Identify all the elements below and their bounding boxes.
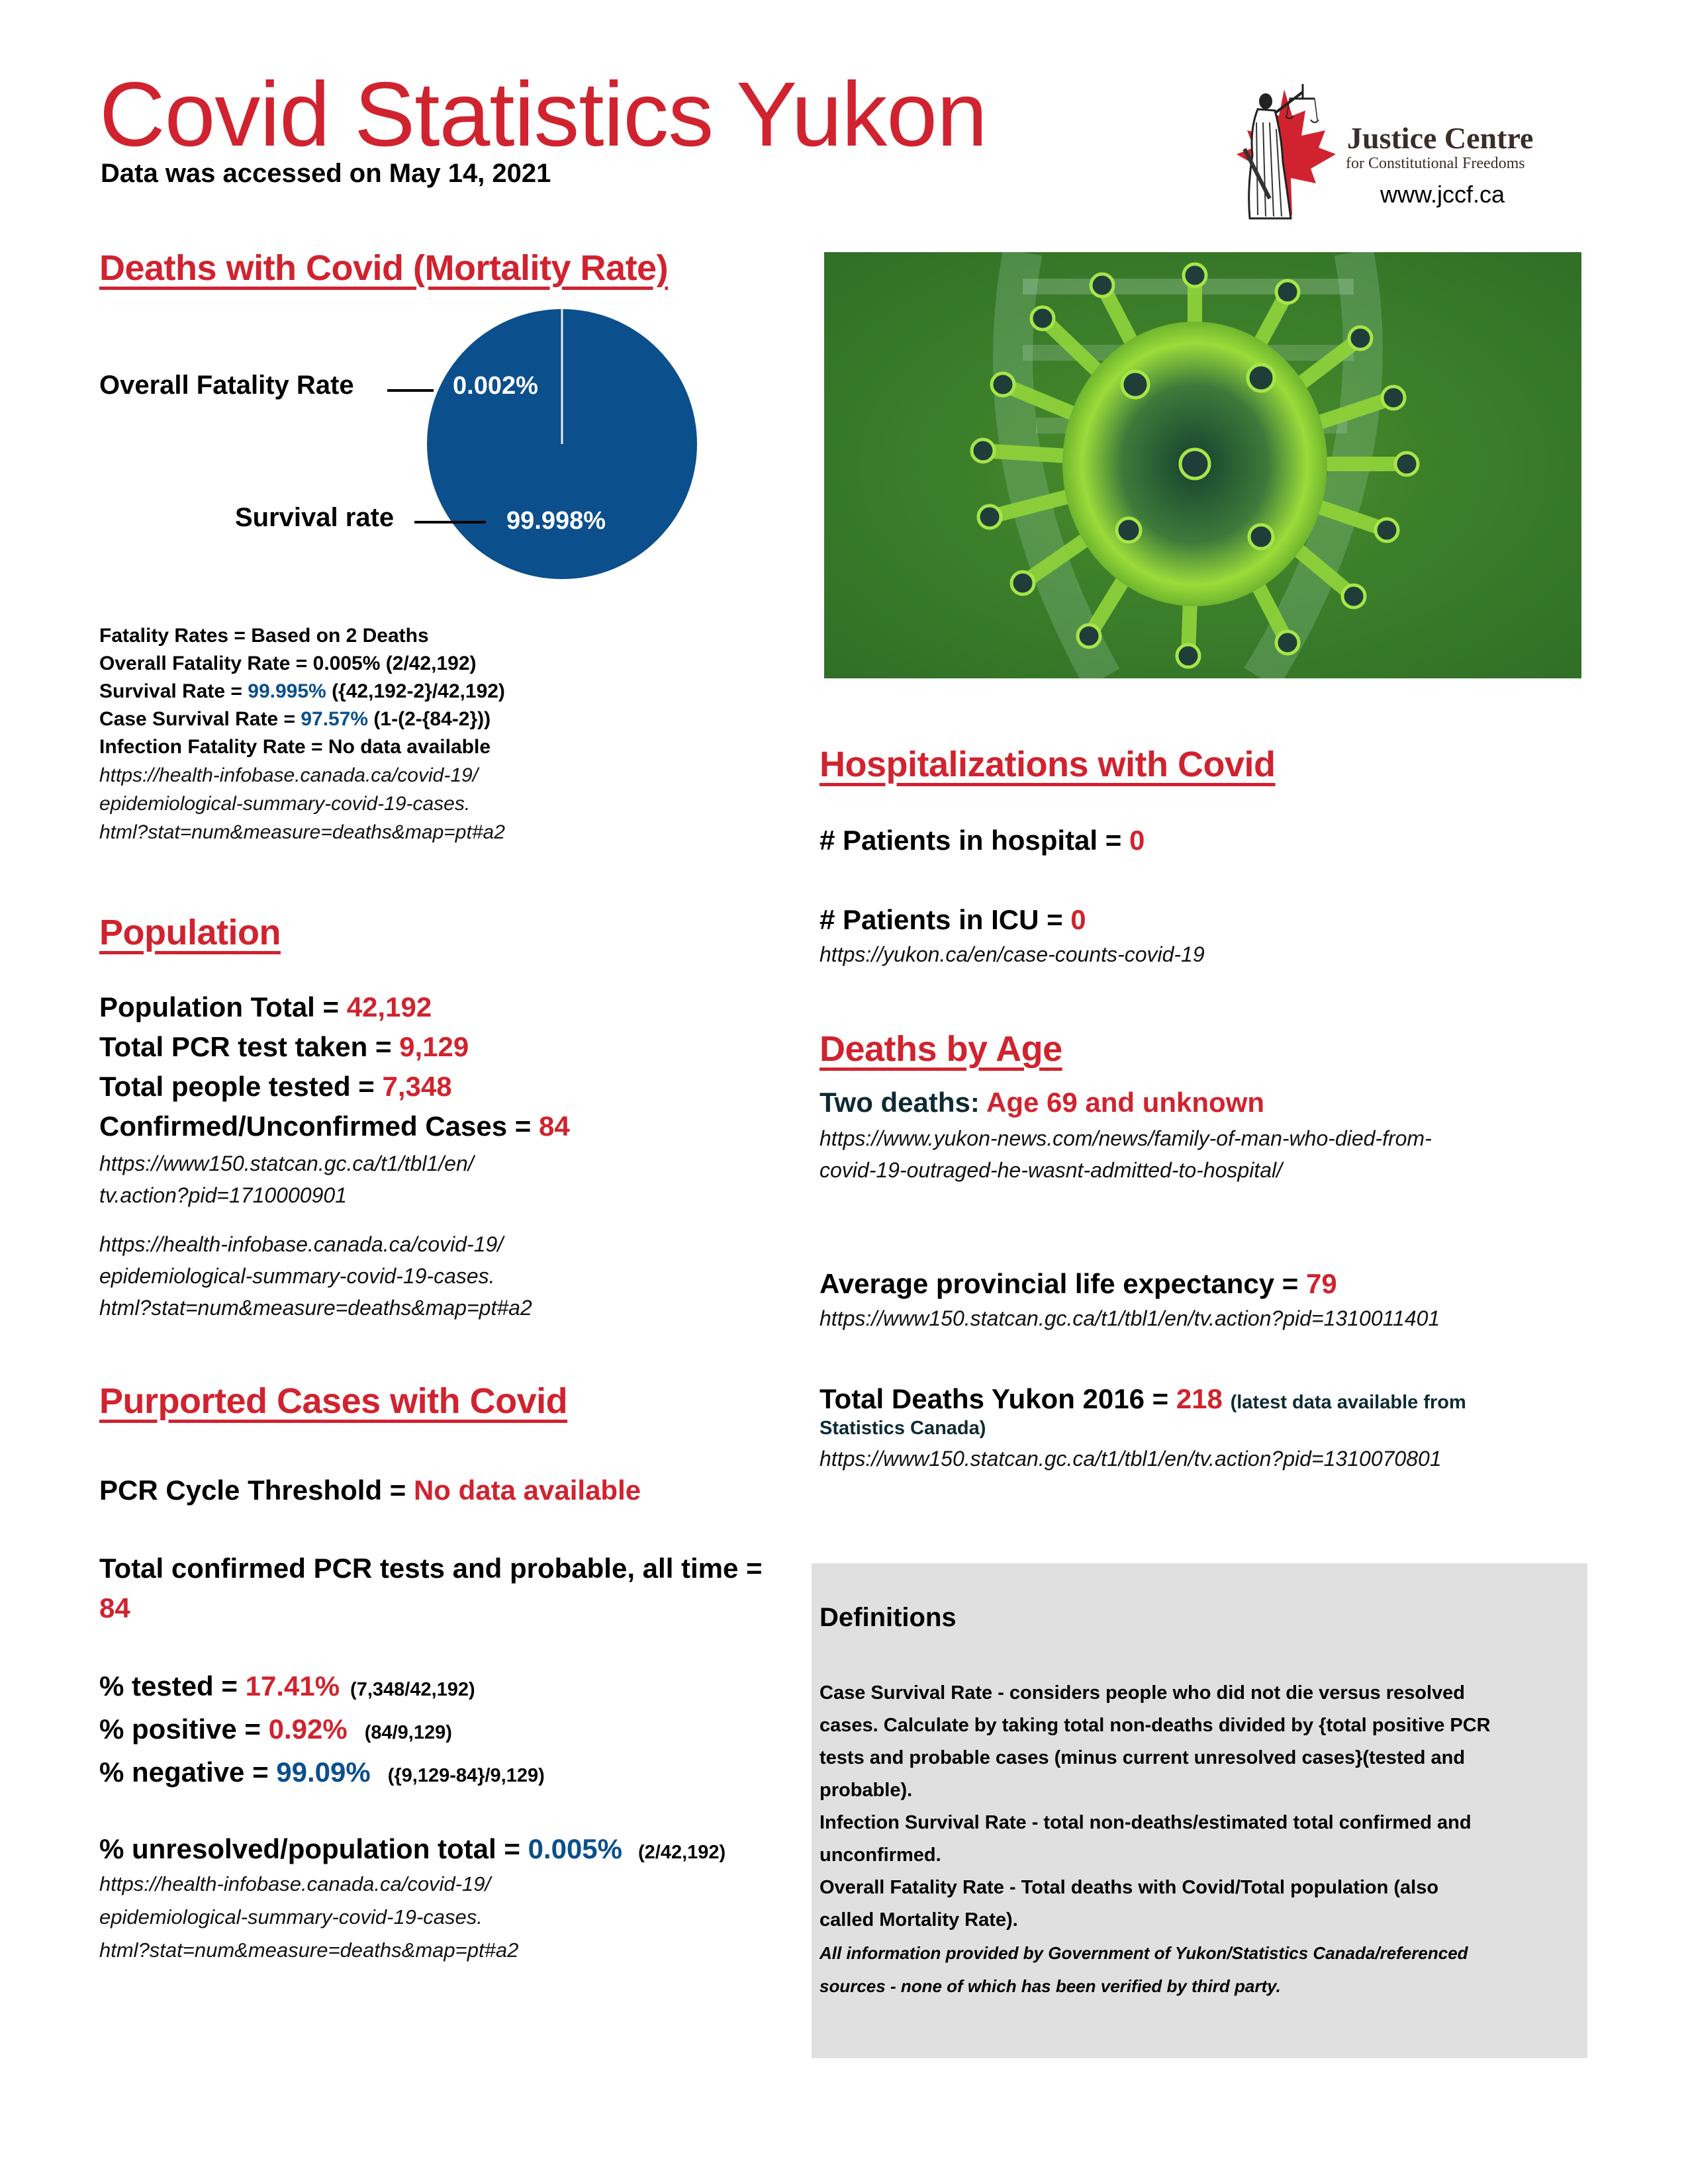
survival-rate-line: Survival Rate = 99.995% ({42,192-2}/42,192) [99, 680, 505, 702]
source-link-statcan-life-expectancy[interactable]: https://www150.statcan.gc.ca/t1/tbl1/en/tv.action?pid=1310011401 [820, 1306, 1440, 1330]
section-heading-deaths: Deaths with Covid (Mortality Rate) [99, 248, 669, 288]
total-confirmed-label: Total confirmed PCR tests and probable, all time = [99, 1553, 763, 1584]
definitions-title: Definitions [820, 1603, 957, 1632]
total-confirmed-value: 84 [99, 1592, 130, 1623]
patients-in-icu: # Patients in ICU = 0 [820, 904, 1086, 935]
definition-line: probable). [820, 1780, 913, 1801]
definitions-box [812, 1563, 1587, 2058]
definitions-list [820, 1677, 1581, 2003]
data-accessed-date: Data was accessed on May 14, 2021 [101, 159, 551, 188]
source-link-yukon-cases[interactable]: https://yukon.ca/en/case-counts-covid-19 [820, 942, 1205, 966]
infection-fatality-line: Infection Fatality Rate = No data available [99, 736, 491, 758]
logo-name: Justice Centre [1347, 121, 1534, 155]
definition-line: Infection Survival Rate - total non-deaths/estimated total confirmed and [820, 1812, 1472, 1833]
section-heading-cases: Purported Cases with Covid [99, 1381, 568, 1421]
source-link-deaths[interactable]: https://health-infobase.canada.ca/covid-19/ epidemiological-summary-covid-19-cases. html?stat=num&measure=deaths&map=pt#a2 [99, 764, 505, 843]
pct-positive: % positive = 0.92% (84/9,129) [99, 1713, 452, 1745]
definition-line: called Mortality Rate). [820, 1909, 1018, 1931]
page-title: Covid Statistics Yukon [99, 64, 987, 165]
pct-negative: % negative = 99.09% ({9,129-84}/9,129) [99, 1756, 545, 1788]
disclaimer-line: All information provided by Government of Yukon/Statistics Canada/referenced [820, 1943, 1468, 1963]
confirmed-cases: Confirmed/Unconfirmed Cases = 84 [99, 1111, 570, 1142]
definition-line: unconfirmed. [820, 1844, 941, 1866]
testing-percentages [99, 1666, 545, 1796]
total-deaths-note: Statistics Canada) [820, 1418, 986, 1439]
disclaimer-line: sources - none of which has been verified by third party. [820, 1976, 1281, 1996]
overall-fatality-line: Overall Fatality Rate = 0.005% (2/42,192) [99, 653, 477, 674]
case-survival-line: Case Survival Rate = 97.57% (1-(2-{84-2})) [99, 708, 491, 730]
source-link-health-infobase-population[interactable]: https://health-infobase.canada.ca/covid-19/ epidemiological-summary-covid-19-cases. html?stat=num&measure=deaths&map=pt#a2 [99, 1232, 532, 1320]
life-expectancy: Average provincial life expectancy = 79 [820, 1268, 1337, 1299]
pie-label-survival: Survival rate [235, 503, 395, 532]
logo-tagline: for Constitutional Freedoms [1346, 155, 1525, 172]
fatality-rate-details [99, 622, 505, 846]
population-stats [99, 987, 570, 1324]
definition-line: cases. Calculate by taking total non-deaths divided by {total positive PCR [820, 1715, 1491, 1736]
virus-illustration-icon [824, 252, 1581, 678]
two-deaths-ages: Two deaths: Age 69 and unknown [820, 1087, 1265, 1118]
total-deaths-2016: Total Deaths Yukon 2016 = 218 (latest data available from [820, 1383, 1466, 1414]
survival-rate-value: 99.995% [248, 680, 326, 702]
pie-chart-graphic [424, 306, 702, 584]
pie-value-fatality: 0.002% [453, 372, 538, 400]
source-link-cases[interactable]: https://health-infobase.canada.ca/covid-19/ epidemiological-summary-covid-19-cases. html?stat=num&measure=deaths&map=pt#a2 [99, 1872, 519, 1962]
source-link-yukon-news[interactable]: https://www.yukon-news.com/news/family-of-man-who-died-from- covid-19-outraged-he-wasnt-admitted-to-hospital/ [820, 1126, 1432, 1182]
pct-tested: % tested = 17.41% (7,348/42,192) [99, 1670, 475, 1702]
pcr-cycle-threshold: PCR Cycle Threshold = No data available [99, 1475, 641, 1506]
coronavirus-image [824, 252, 1581, 678]
pcr-tests-taken: Total PCR test taken = 9,129 [99, 1031, 469, 1062]
leader-line-fatality [387, 389, 434, 392]
logo-url-link[interactable]: www.jccf.ca [1380, 181, 1505, 208]
definition-line: tests and probable cases (minus current unresolved cases}(tested and [820, 1747, 1466, 1768]
section-heading-deaths-by-age: Deaths by Age [820, 1029, 1062, 1069]
leader-line-survival [414, 521, 486, 523]
pie-label-fatality: Overall Fatality Rate [99, 371, 354, 400]
lady-justice-maple-leaf-icon [1218, 69, 1350, 225]
pct-unresolved: % unresolved/population total = 0.005% (2/42,192) [99, 1833, 726, 1864]
mortality-pie-chart [424, 306, 702, 584]
population-total: Population Total = 42,192 [99, 991, 432, 1023]
definition-line: Overall Fatality Rate - Total deaths with Covid/Total population (also [820, 1877, 1439, 1898]
pie-value-survival: 99.998% [506, 507, 606, 535]
section-heading-population: Population [99, 913, 281, 952]
fatality-basis-line: Fatality Rates = Based on 2 Deaths [99, 625, 429, 647]
case-survival-value: 97.57% [301, 708, 369, 730]
definition-line: Case Survival Rate - considers people who did not die versus resolved [820, 1682, 1466, 1704]
patients-in-hospital: # Patients in hospital = 0 [820, 825, 1145, 856]
people-tested: Total people tested = 7,348 [99, 1071, 452, 1102]
source-link-statcan-population[interactable]: https://www150.statcan.gc.ca/t1/tbl1/en/ tv.action?pid=1710000901 [99, 1152, 474, 1207]
section-heading-hospitalizations: Hospitalizations with Covid [820, 745, 1276, 784]
source-link-statcan-deaths[interactable]: https://www150.statcan.gc.ca/t1/tbl1/en/tv.action?pid=1310070801 [820, 1447, 1442, 1471]
